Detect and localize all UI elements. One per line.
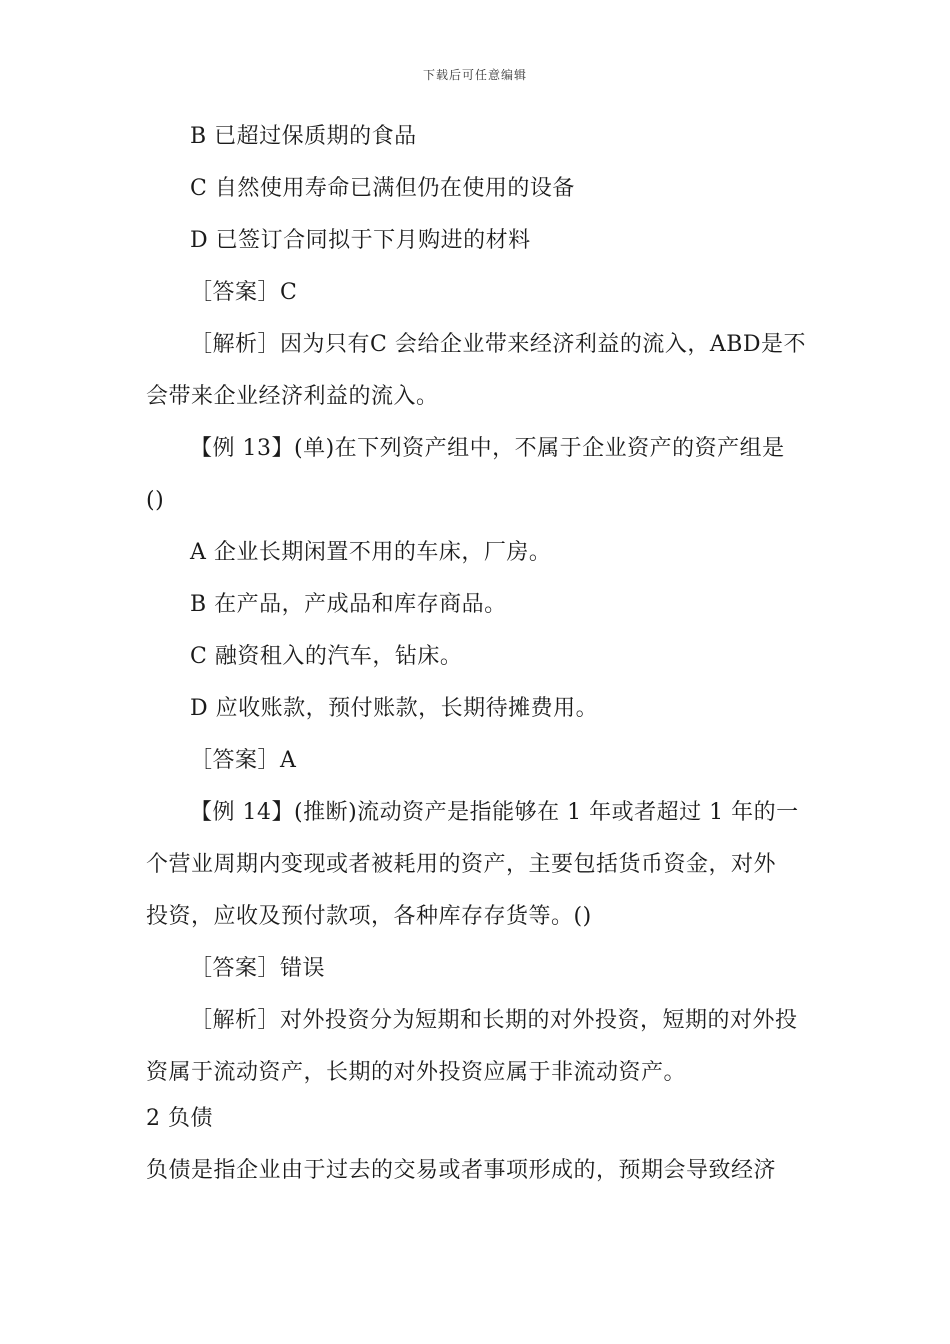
analysis-line-2: 会带来企业经济利益的流入。: [146, 384, 439, 409]
example-14-line-2: 个营业周期内变现或者被耗用的资产，主要包括货币资金，对外: [146, 852, 777, 877]
analysis-line-1: ［解析］因为只有C 会给企业带来经济利益的流入，ABD是不: [190, 332, 807, 357]
page-header: 下载后可任意编辑: [422, 68, 527, 82]
option-c: C 自然使用寿命已满但仍在使用的设备: [190, 176, 575, 201]
answer: ［答案］C: [190, 280, 298, 305]
example-13-blank: (): [146, 488, 165, 513]
example-14-line-1: 【例 14】(推断)流动资产是指能够在 1 年或者超过 1 年的一: [190, 800, 799, 825]
section-heading: 2 负债: [146, 1106, 213, 1131]
analysis-line-2: 资属于流动资产，长期的对外投资应属于非流动资产。: [146, 1060, 687, 1085]
answer: ［答案］错误: [190, 956, 326, 981]
option-b: B 在产品，产成品和库存商品。: [190, 592, 507, 617]
option-b: B 已超过保质期的食品: [190, 124, 417, 149]
option-d: D 已签订合同拟于下月购进的材料: [190, 228, 531, 253]
option-c: C 融资租入的汽车，钻床。: [190, 644, 463, 669]
option-d: D 应收账款，预付账款，长期待摊费用。: [190, 696, 599, 721]
answer: ［答案］A: [190, 748, 297, 773]
definition-text: 负债是指企业由于过去的交易或者事项形成的，预期会导致经济: [146, 1158, 777, 1183]
analysis-line-1: ［解析］对外投资分为短期和长期的对外投资，短期的对外投: [190, 1008, 798, 1033]
example-14-line-3: 投资，应收及预付款项，各种库存存货等。(): [146, 904, 592, 929]
option-a: A 企业长期闲置不用的车床，厂房。: [190, 540, 552, 565]
example-13-question: 【例 13】(单)在下列资产组中，不属于企业资产的资产组是: [190, 436, 785, 461]
